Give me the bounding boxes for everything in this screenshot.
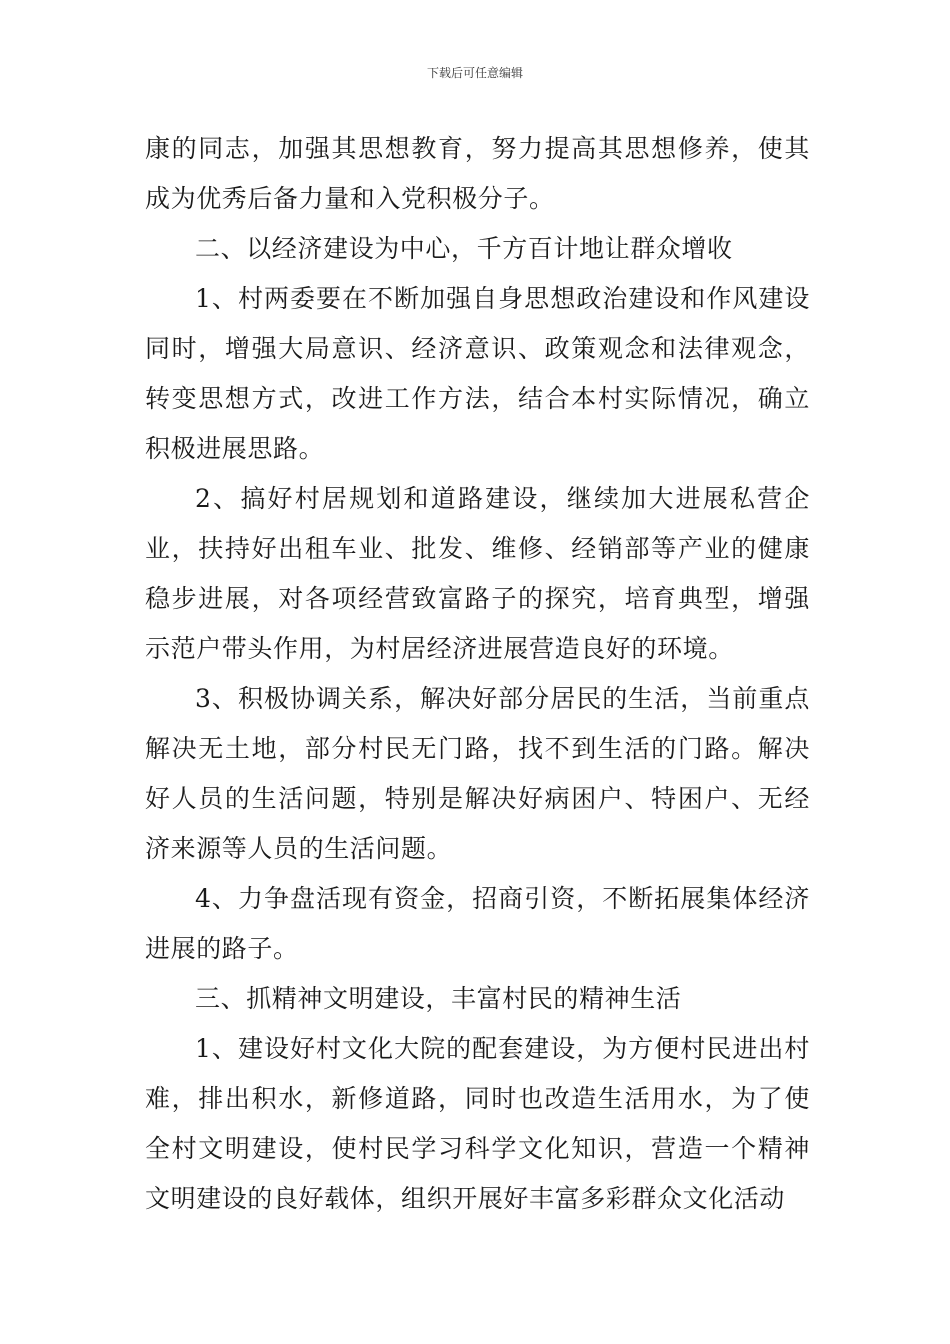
document-body [145,124,810,1224]
section-heading-two: 二、以经济建设为中心，千方百计地让群众增收 [195,234,733,263]
paragraph-item-1: 1、村两委要在不断加强自身思想政治建设和作风建设同时，增强大局意识、经济意识、政策观念和法律观念，转变思想方式，改进工作方法，结合本村实际情况，确立积极进展思路。 [145,284,810,463]
paragraph-item-1-section-three: 1、建设好村文化大院的配套建设，为方便村民进出村难，排出积水，新修道路，同时也改造生活用水，为了使全村文明建设，使村民学习科学文化知识，营造一个精神文明建设的良好载体，组织开展好丰富多彩群众文化活动 [145,1034,810,1213]
page-header-note: 下载后可任意编辑 [426,66,523,80]
section-heading-three: 三、抓精神文明建设，丰富村民的精神生活 [195,984,682,1013]
paragraph-item-3: 3、积极协调关系，解决好部分居民的生活，当前重点解决无土地，部分村民无门路，找不到生活的门路。解决好人员的生活问题，特别是解决好病困户、特困户、无经济来源等人员的生活问题。 [145,684,810,863]
paragraph-continuation: 康的同志，加强其思想教育，努力提高其思想修养，使其成为优秀后备力量和入党积极分子。 [145,134,810,213]
paragraph-item-4: 4、力争盘活现有资金，招商引资，不断拓展集体经济进展的路子。 [145,884,810,963]
paragraph-item-2: 2、搞好村居规划和道路建设，继续加大进展私营企业，扶持好出租车业、批发、维修、经销部等产业的健康稳步进展，对各项经营致富路子的探究，培育典型，增强示范户带头作用，为村居经济进展营造良好的环境。 [145,484,810,663]
